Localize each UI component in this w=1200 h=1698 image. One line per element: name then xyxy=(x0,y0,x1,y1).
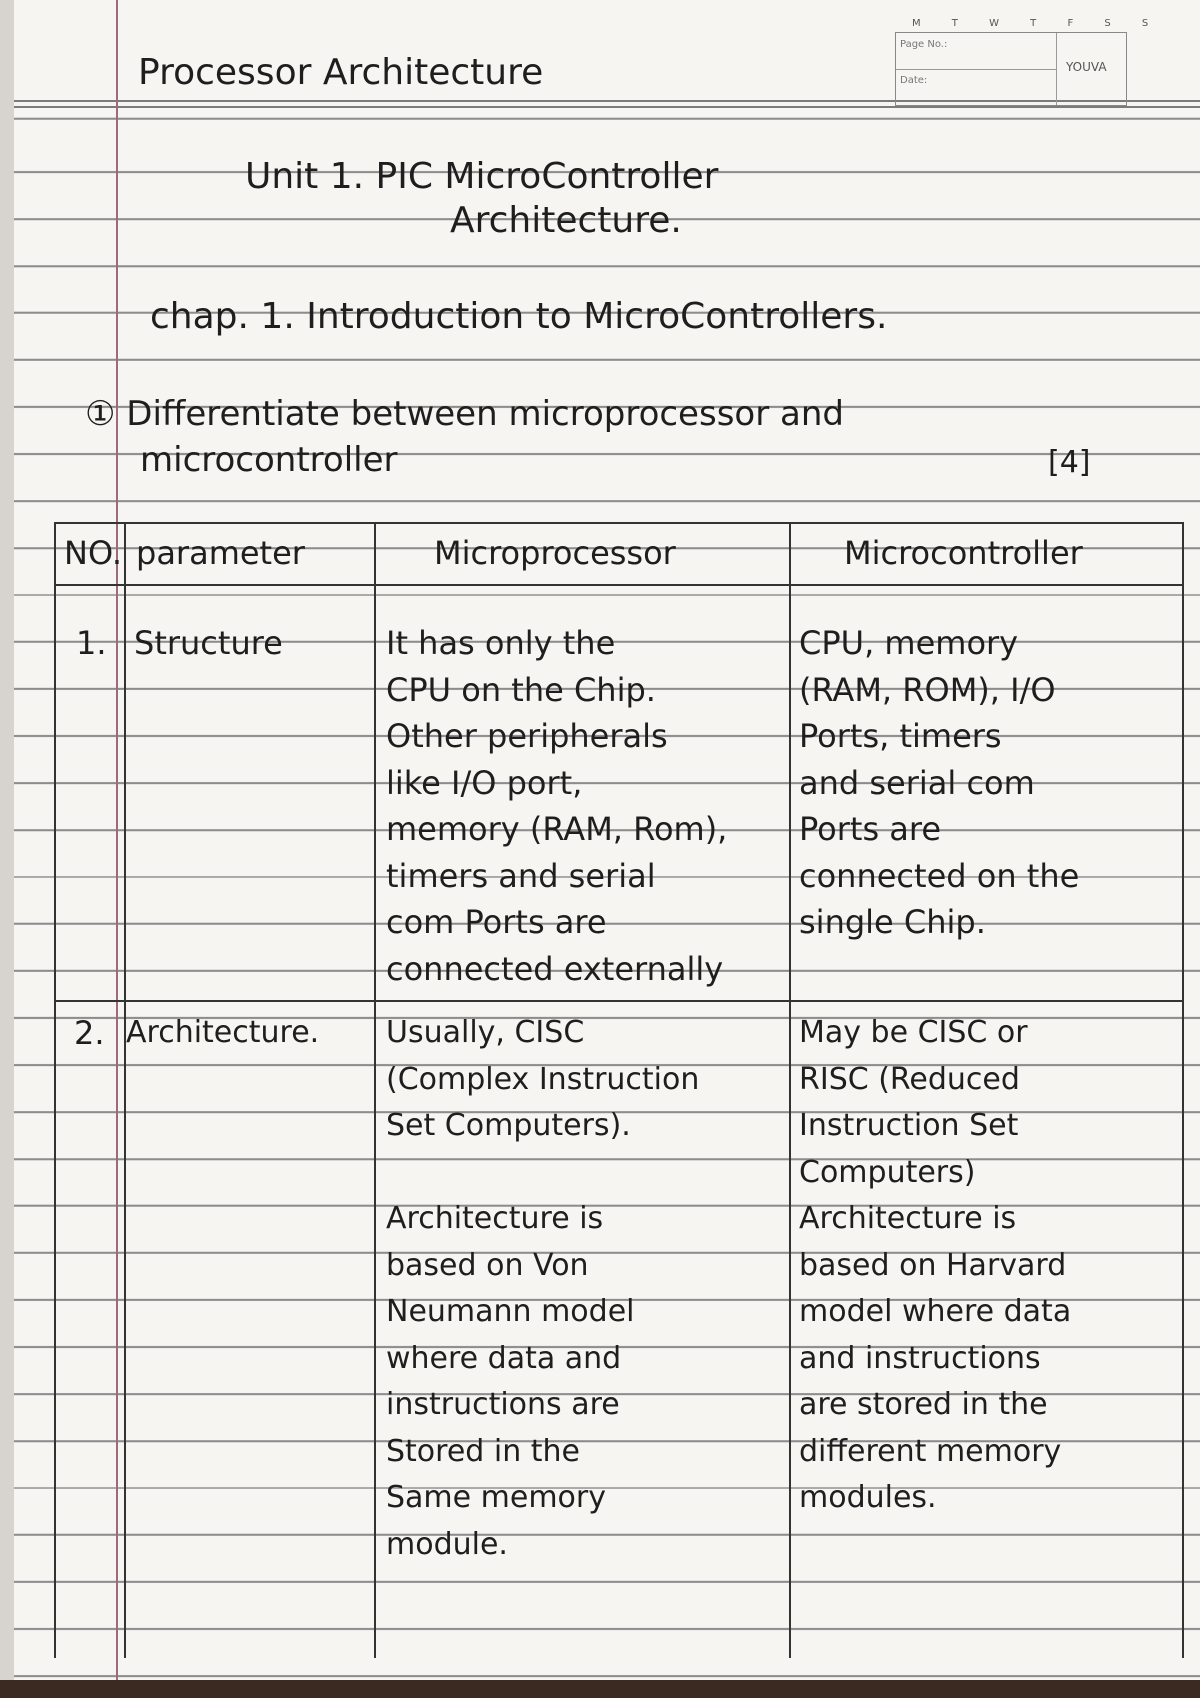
question-text: ① Differentiate between microprocessor and xyxy=(85,394,844,434)
row-1-microprocessor: It has only the CPU on the Chip. Other peripherals like I/O port, memory (RAM, Rom), timers and serial com Ports are connected externally xyxy=(386,624,728,988)
page-no-label: Page No.: xyxy=(900,39,948,50)
row-2-parameter: Architecture. xyxy=(126,1015,320,1050)
row-2-microprocessor: Usually, CISC (Complex Instruction Set Computers). Architecture is based on Von Neumann model where data and instructions are Stored in the Same memory module. xyxy=(386,1015,700,1562)
unit-heading-cont: Architecture. xyxy=(450,200,682,241)
header-microprocessor: Microprocessor xyxy=(434,534,676,572)
question-marks: [4] xyxy=(1048,445,1091,480)
header-rule-2 xyxy=(14,106,1200,108)
question-text-cont: microcontroller xyxy=(140,440,398,480)
row-1-parameter: Structure xyxy=(134,624,283,662)
header-microcontroller: Microcontroller xyxy=(844,534,1083,572)
page-title: Processor Architecture xyxy=(138,52,544,93)
unit-heading: Unit 1. PIC MicroController xyxy=(245,156,719,197)
row-1-microcontroller: CPU, memory (RAM, ROM), I/O Ports, timers and serial com Ports are connected on the single Chip. xyxy=(799,624,1080,941)
desk-background xyxy=(0,1680,1200,1698)
notebook-brand: YOUVA xyxy=(1066,60,1107,74)
row-2-no: 2. xyxy=(74,1014,105,1052)
chapter-heading: chap. 1. Introduction to MicroControllers. xyxy=(150,296,888,337)
weekday-strip: M T W T F S S xyxy=(912,18,1163,29)
row-2-microcontroller: May be CISC or RISC (Reduced Instruction Set Computers) Architecture is based on Harvard model where data and instructions are stored in the different memory modules. xyxy=(799,1015,1072,1515)
header-no: NO. xyxy=(64,534,122,572)
date-label: Date: xyxy=(900,75,928,86)
comparison-table xyxy=(54,522,1184,1658)
notebook-left-edge xyxy=(0,0,14,1698)
header-parameter: parameter xyxy=(136,534,305,572)
row-1-no: 1. xyxy=(76,624,107,662)
